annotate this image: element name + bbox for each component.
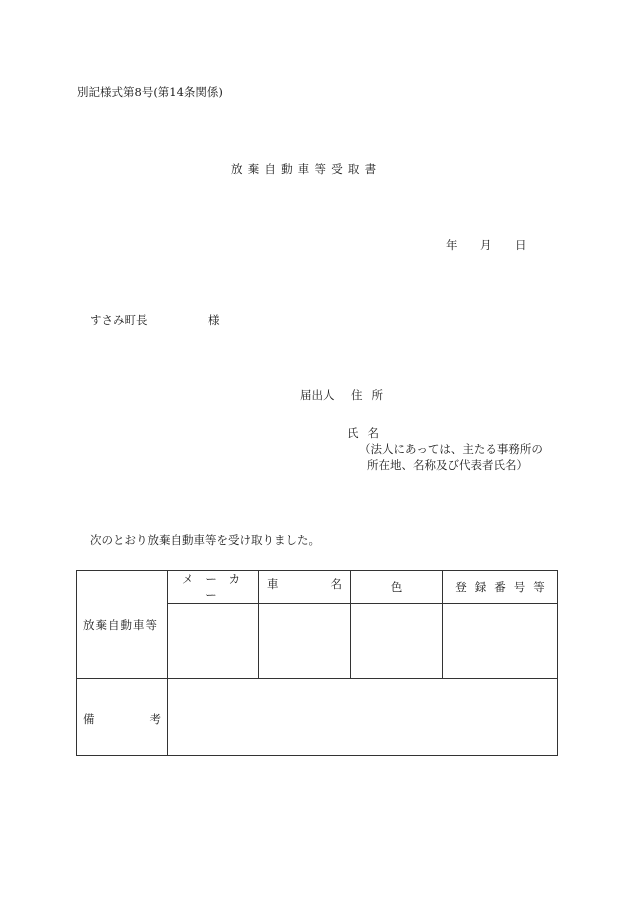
- form-number-label: 別記様式第8号(第14条関係): [77, 85, 223, 99]
- header-car-name-part-1: 車: [267, 577, 279, 591]
- date-year-label: 年: [446, 238, 458, 252]
- name-label: 氏名: [347, 426, 388, 440]
- honorific: 様: [208, 313, 220, 327]
- header-maker: [168, 571, 259, 604]
- remarks-field[interactable]: [168, 679, 558, 756]
- remarks-label-part-1: 備: [83, 712, 95, 726]
- remarks-label-part-2: 考: [149, 712, 161, 726]
- color-field[interactable]: [351, 604, 443, 679]
- name-note-line-1: （法人にあっては、主たる事務所の: [359, 442, 543, 456]
- header-car-name-part-2: 名: [330, 577, 342, 591]
- statement-text: 次のとおり放棄自動車等を受け取りました。: [90, 533, 320, 547]
- header-registration: [443, 571, 558, 604]
- vehicle-row-label-text: 放棄自動車等: [83, 617, 158, 632]
- address-label: 住所: [351, 388, 392, 402]
- header-registration-text: 登録番号等: [455, 580, 553, 594]
- header-color-text: 色: [390, 580, 403, 594]
- remarks-label: [77, 679, 168, 756]
- maker-field[interactable]: [168, 604, 259, 679]
- header-car-name: [259, 571, 351, 604]
- date-day-label: 日: [515, 238, 527, 252]
- notifier-label: 届出人: [300, 388, 335, 402]
- vehicle-table: [76, 570, 558, 756]
- header-color: [351, 571, 443, 604]
- vehicle-row-label: [77, 571, 168, 679]
- name-note-line-2: 所在地、名称及び代表者氏名）: [367, 458, 528, 472]
- date-month-label: 月: [480, 238, 492, 252]
- car-name-field[interactable]: [259, 604, 351, 679]
- document-title: 放棄自動車等受取書: [231, 162, 382, 176]
- header-maker-text: メーカー: [181, 572, 253, 602]
- addressee: すさみ町長: [90, 313, 148, 327]
- registration-field[interactable]: [443, 604, 558, 679]
